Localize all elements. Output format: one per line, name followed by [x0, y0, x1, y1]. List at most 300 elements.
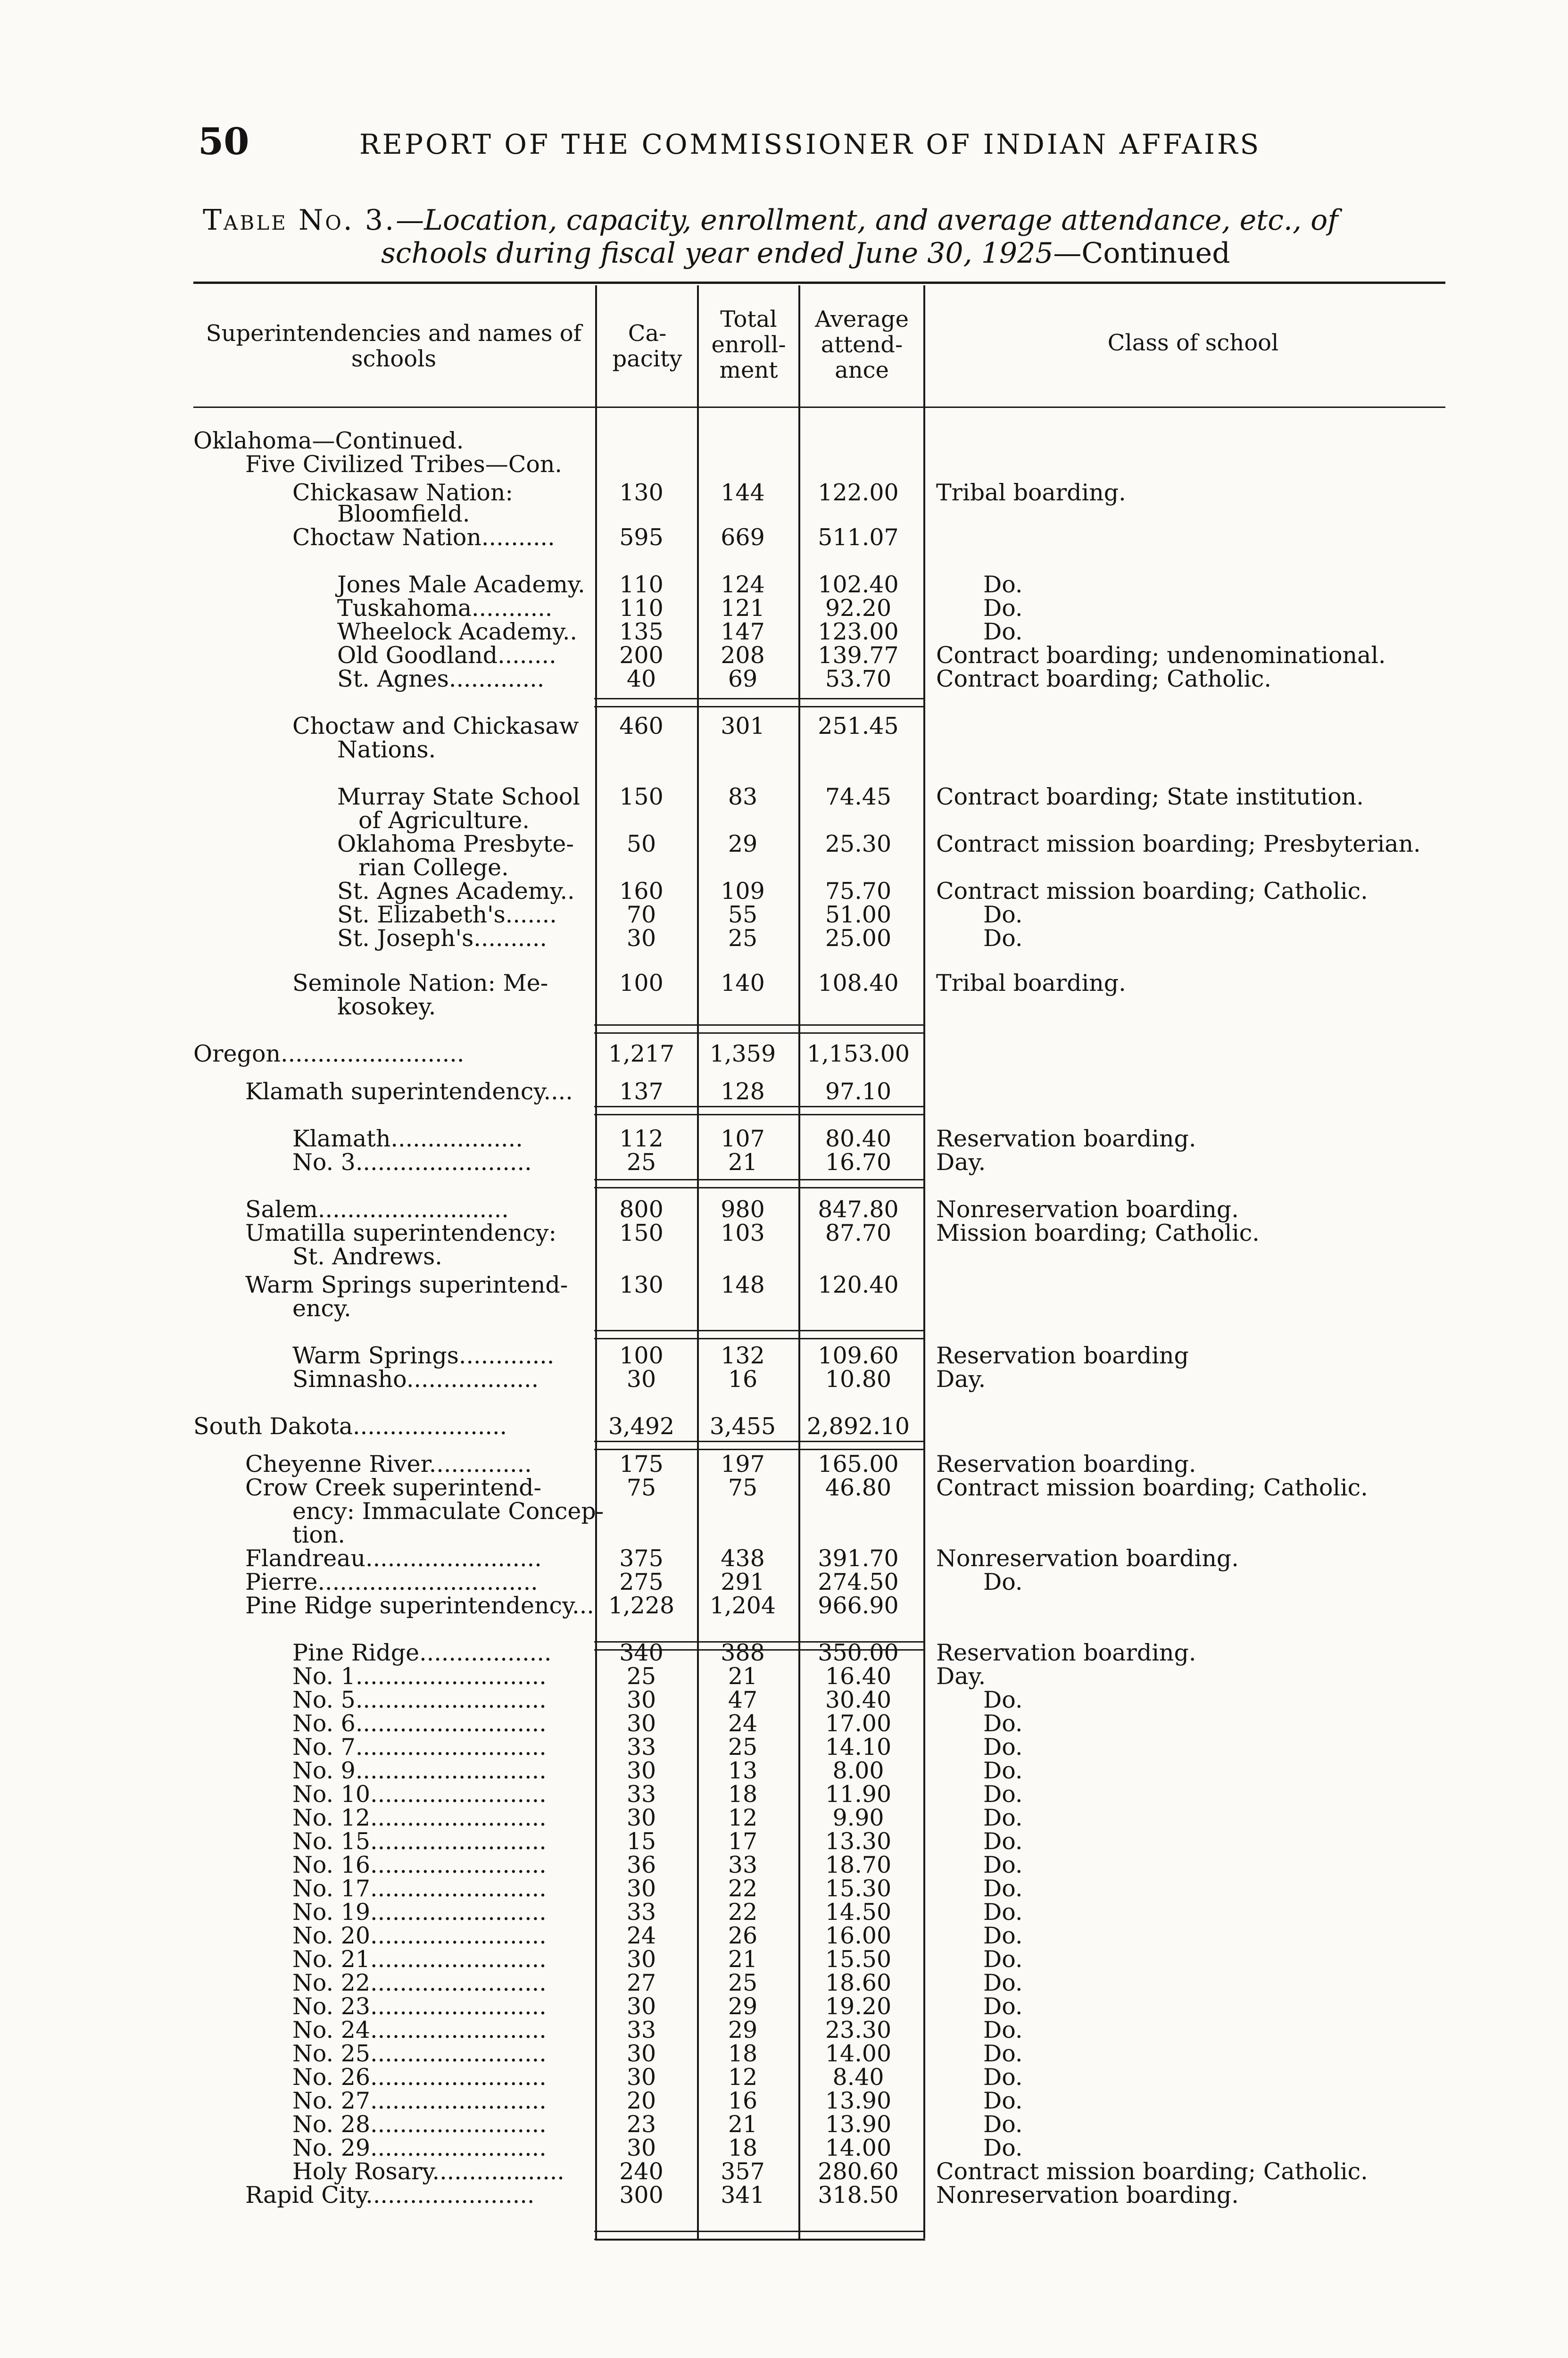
class-cell: Do. — [983, 1899, 1023, 1926]
class-cell: Do. — [983, 618, 1023, 645]
enrollment-cell: 16 — [728, 1366, 758, 1393]
school-name: No. 24........................ — [292, 2017, 547, 2043]
school-name: Pine Ridge.................. — [292, 1639, 552, 1666]
attendance-cell: 75.70 — [825, 878, 892, 905]
enrollment-cell: 83 — [728, 783, 758, 810]
attendance-cell: 23.30 — [825, 2017, 892, 2043]
attendance-cell: 14.00 — [825, 2040, 892, 2067]
table-row — [0, 502, 1568, 526]
attendance-cell: 108.40 — [818, 970, 899, 996]
table-caption-line-1 — [203, 204, 1448, 237]
page-number: 50 — [198, 120, 249, 163]
school-name: No. 6.......................... — [292, 1710, 547, 1737]
enrollment-cell: 357 — [721, 2158, 765, 2185]
school-name: Umatilla superintendency: — [245, 1220, 556, 1246]
capacity-cell: 150 — [619, 783, 664, 810]
enrollment-cell: 388 — [721, 1639, 765, 1666]
subtotal-double-rule — [594, 698, 924, 707]
enrollment-cell: 22 — [728, 1875, 758, 1902]
attendance-cell: 16.40 — [825, 1663, 892, 1690]
enrollment-cell: 208 — [721, 642, 765, 669]
capacity-cell: 130 — [619, 479, 664, 506]
enrollment-cell: 107 — [721, 1125, 765, 1152]
capacity-cell: 110 — [619, 571, 664, 598]
attendance-cell: 280.60 — [818, 2158, 899, 2185]
table-row — [0, 1594, 1568, 1618]
attendance-cell: 87.70 — [825, 1220, 892, 1246]
capacity-cell: 160 — [619, 878, 664, 905]
capacity-cell: 75 — [626, 1474, 656, 1501]
enrollment-cell: 26 — [728, 1922, 758, 1949]
class-cell: Contract mission boarding; Catholic. — [936, 1474, 1368, 1501]
capacity-cell: 1,217 — [608, 1040, 675, 1067]
class-cell: Day. — [936, 1366, 986, 1393]
school-name: No. 25........................ — [292, 2040, 547, 2067]
top-rule — [193, 282, 1445, 284]
table-row — [0, 573, 1568, 597]
table-row — [0, 620, 1568, 644]
capacity-cell: 30 — [626, 1710, 656, 1737]
attendance-cell: 350.00 — [818, 1639, 899, 1666]
table-row — [0, 1547, 1568, 1570]
table-row — [0, 2136, 1568, 2160]
table-row — [0, 1901, 1568, 1924]
attendance-cell: 14.00 — [825, 2134, 892, 2161]
class-cell: Do. — [983, 1781, 1023, 1808]
attendance-cell: 15.30 — [825, 1875, 892, 1902]
school-name: kosokey. — [337, 993, 436, 1020]
class-cell: Do. — [983, 1993, 1023, 2020]
header-enrollment: Total enroll- ment — [711, 306, 786, 383]
table-caption-lead: Table No. 3. — [203, 204, 396, 237]
attendance-cell: 9.90 — [832, 1804, 884, 1831]
capacity-cell: 1,228 — [608, 1592, 675, 1619]
class-cell: Do. — [983, 2087, 1023, 2114]
class-cell: Do. — [983, 2040, 1023, 2067]
school-name: Bloomfield. — [337, 500, 470, 527]
attendance-cell: 11.90 — [825, 1781, 892, 1808]
capacity-cell: 30 — [626, 1946, 656, 1973]
school-name: Oklahoma—Continued. — [193, 427, 464, 454]
header-attendance: Average attend- ance — [815, 306, 909, 383]
school-name: No. 7.......................... — [292, 1734, 547, 1760]
table-row — [0, 927, 1568, 950]
enrollment-cell: 21 — [728, 2111, 758, 2138]
table-row — [0, 880, 1568, 903]
table-row — [0, 1570, 1568, 1594]
attendance-cell: 391.70 — [818, 1545, 899, 1572]
capacity-cell: 30 — [626, 2134, 656, 2161]
header-capacity: Ca- pacity — [612, 320, 682, 372]
class-cell: Reservation boarding. — [936, 1639, 1196, 1666]
table-row — [0, 667, 1568, 691]
attendance-cell: 13.90 — [825, 2111, 892, 2138]
school-name: ency: Immaculate Concep- — [292, 1498, 604, 1525]
table-row — [0, 1712, 1568, 1735]
table-row — [0, 2089, 1568, 2113]
school-name: No. 27........................ — [292, 2087, 547, 2114]
school-name: Choctaw Nation.......... — [292, 524, 555, 551]
capacity-cell: 70 — [626, 901, 656, 928]
enrollment-cell: 17 — [728, 1828, 758, 1855]
attendance-cell: 74.45 — [825, 783, 892, 810]
attendance-cell: 51.00 — [825, 901, 892, 928]
header-rule — [193, 407, 1445, 408]
school-name: Chickasaw Nation: — [292, 479, 513, 506]
table-row — [0, 1523, 1568, 1547]
table-row — [0, 856, 1568, 880]
class-cell: Nonreservation boarding. — [936, 2182, 1239, 2209]
class-cell: Nonreservation boarding. — [936, 1196, 1239, 1223]
enrollment-cell: 69 — [728, 665, 758, 692]
capacity-cell: 112 — [619, 1125, 664, 1152]
attendance-cell: 274.50 — [818, 1569, 899, 1595]
table-row — [0, 1151, 1568, 1174]
capacity-cell: 23 — [626, 2111, 656, 2138]
table-row — [0, 2018, 1568, 2042]
table-caption-text-2: schools during fiscal year ended June 30, 1925 — [381, 237, 1054, 270]
class-cell: Do. — [983, 1969, 1023, 1996]
enrollment-cell: 21 — [728, 1149, 758, 1176]
enrollment-cell: 13 — [728, 1757, 758, 1784]
attendance-cell: 102.40 — [818, 571, 899, 598]
table-row — [0, 526, 1568, 549]
school-name: St. Andrews. — [292, 1243, 442, 1270]
school-name: Salem.......................... — [245, 1196, 509, 1223]
attendance-cell: 46.80 — [825, 1474, 892, 1501]
capacity-cell: 460 — [619, 713, 664, 739]
school-name: Pine Ridge superintendency... — [245, 1592, 594, 1619]
attendance-cell: 14.50 — [825, 1899, 892, 1926]
school-name: Five Civilized Tribes—Con. — [245, 451, 562, 478]
school-name: tion. — [292, 1521, 345, 1548]
enrollment-cell: 980 — [721, 1196, 765, 1223]
subtotal-double-rule — [594, 1441, 924, 1450]
enrollment-cell: 140 — [721, 970, 765, 996]
attendance-cell: 847.80 — [818, 1196, 899, 1223]
school-name: No. 10........................ — [292, 1781, 547, 1808]
attendance-cell: 92.20 — [825, 595, 892, 622]
class-cell: Day. — [936, 1149, 986, 1176]
class-cell: Reservation boarding — [936, 1342, 1189, 1369]
capacity-cell: 30 — [626, 1804, 656, 1831]
attendance-cell: 139.77 — [818, 642, 899, 669]
table-row — [0, 1198, 1568, 1221]
capacity-cell: 36 — [626, 1852, 656, 1878]
enrollment-cell: 25 — [728, 1969, 758, 1996]
attendance-cell: 318.50 — [818, 2182, 899, 2209]
capacity-cell: 375 — [619, 1545, 664, 1572]
enrollment-cell: 75 — [728, 1474, 758, 1501]
table-row — [0, 1500, 1568, 1523]
school-name: Murray State School — [337, 783, 581, 810]
subtotal-double-rule — [594, 1179, 924, 1188]
enrollment-cell: 109 — [721, 878, 765, 905]
capacity-cell: 150 — [619, 1220, 664, 1246]
subtotal-double-rule — [594, 1330, 924, 1339]
attendance-cell: 123.00 — [818, 618, 899, 645]
capacity-cell: 240 — [619, 2158, 664, 2185]
attendance-cell: 16.70 — [825, 1149, 892, 1176]
school-name: Warm Springs superintend- — [245, 1271, 568, 1298]
table-row — [0, 429, 1568, 453]
table-row — [0, 1665, 1568, 1688]
capacity-cell: 24 — [626, 1922, 656, 1949]
enrollment-cell: 12 — [728, 1804, 758, 1831]
class-cell: Do. — [983, 1734, 1023, 1760]
table-row — [0, 1830, 1568, 1853]
enrollment-cell: 128 — [721, 1078, 765, 1105]
enrollment-cell: 21 — [728, 1663, 758, 1690]
table-row — [0, 1948, 1568, 1971]
class-cell: Do. — [983, 2017, 1023, 2043]
enrollment-cell: 22 — [728, 1899, 758, 1926]
class-cell: Contract mission boarding; Presbyterian. — [936, 830, 1421, 857]
capacity-cell: 30 — [626, 1757, 656, 1784]
attendance-cell: 53.70 — [825, 665, 892, 692]
attendance-cell: 10.80 — [825, 1366, 892, 1393]
school-name: Simnasho.................. — [292, 1366, 539, 1393]
attendance-cell: 8.40 — [832, 2064, 884, 2091]
school-name: Nations. — [337, 736, 436, 763]
class-cell: Mission boarding; Catholic. — [936, 1220, 1260, 1246]
class-cell: Do. — [983, 1875, 1023, 1902]
attendance-cell: 1,153.00 — [806, 1040, 910, 1067]
table-row — [0, 971, 1568, 995]
attendance-cell: 122.00 — [818, 479, 899, 506]
school-name: No. 22........................ — [292, 1969, 547, 1996]
subtotal-double-rule — [594, 2231, 924, 2240]
capacity-cell: 340 — [619, 1639, 664, 1666]
class-cell: Do. — [983, 925, 1023, 952]
enrollment-cell: 144 — [721, 479, 765, 506]
enrollment-cell: 124 — [721, 571, 765, 598]
class-cell: Do. — [983, 1804, 1023, 1831]
school-name: Warm Springs............. — [292, 1342, 555, 1369]
school-name: Seminole Nation: Me- — [292, 970, 548, 996]
capacity-cell: 595 — [619, 524, 664, 551]
subtotal-double-rule — [594, 1106, 924, 1115]
school-name: No. 9.......................... — [292, 1757, 547, 1784]
table-row — [0, 738, 1568, 762]
table-row — [0, 809, 1568, 832]
school-name: Old Goodland........ — [337, 642, 556, 669]
enrollment-cell: 25 — [728, 925, 758, 952]
class-cell: Reservation boarding. — [936, 1451, 1196, 1478]
attendance-cell: 8.00 — [832, 1757, 884, 1784]
table-row — [0, 1344, 1568, 1368]
table-row — [0, 1042, 1568, 1066]
table-row — [0, 1783, 1568, 1806]
school-name: Flandreau........................ — [245, 1545, 542, 1572]
table-row — [0, 2113, 1568, 2136]
capacity-cell: 300 — [619, 2182, 664, 2209]
enrollment-cell: 291 — [721, 1569, 765, 1595]
class-cell: Do. — [983, 2111, 1023, 2138]
capacity-cell: 15 — [626, 1828, 656, 1855]
capacity-cell: 30 — [626, 1686, 656, 1713]
class-cell: Contract mission boarding; Catholic. — [936, 878, 1368, 905]
enrollment-cell: 16 — [728, 2087, 758, 2114]
table-row — [0, 2042, 1568, 2066]
table-row — [0, 714, 1568, 738]
class-cell: Contract boarding; Catholic. — [936, 665, 1271, 692]
school-name: No. 1.......................... — [292, 1663, 547, 1690]
capacity-cell: 33 — [626, 1781, 656, 1808]
attendance-cell: 17.00 — [825, 1710, 892, 1737]
capacity-cell: 130 — [619, 1271, 664, 1298]
table-row — [0, 903, 1568, 927]
class-cell: Do. — [983, 1757, 1023, 1784]
enrollment-cell: 29 — [728, 2017, 758, 2043]
attendance-cell: 165.00 — [818, 1451, 899, 1478]
school-name: St. Elizabeth's....... — [337, 901, 557, 928]
table-row — [0, 1273, 1568, 1297]
enrollment-cell: 18 — [728, 2040, 758, 2067]
enrollment-cell: 12 — [728, 2064, 758, 2091]
table-row — [0, 995, 1568, 1019]
table-row — [0, 2160, 1568, 2184]
capacity-cell: 3,492 — [608, 1413, 675, 1440]
school-name: ency. — [292, 1295, 351, 1322]
table-row — [0, 2184, 1568, 2207]
enrollment-cell: 29 — [728, 830, 758, 857]
class-cell: Do. — [983, 571, 1023, 598]
school-name: of Agriculture. — [358, 807, 530, 834]
table-row — [0, 1453, 1568, 1476]
enrollment-cell: 341 — [721, 2182, 765, 2209]
running-head: REPORT OF THE COMMISSIONER OF INDIAN AFFAIRS — [359, 128, 1261, 160]
table-row — [0, 1735, 1568, 1759]
enrollment-cell: 55 — [728, 901, 758, 928]
capacity-cell: 100 — [619, 1342, 664, 1369]
school-name: No. 29........................ — [292, 2134, 547, 2161]
attendance-cell: 13.30 — [825, 1828, 892, 1855]
enrollment-cell: 47 — [728, 1686, 758, 1713]
school-name: St. Agnes Academy.. — [337, 878, 575, 905]
capacity-cell: 33 — [626, 2017, 656, 2043]
table-row — [0, 644, 1568, 667]
attendance-cell: 15.50 — [825, 1946, 892, 1973]
school-name: rian College. — [358, 854, 509, 881]
school-name: No. 5.......................... — [292, 1686, 547, 1713]
school-name: Tuskahoma........... — [337, 595, 553, 622]
class-cell: Do. — [983, 901, 1023, 928]
school-name: No. 17........................ — [292, 1875, 547, 1902]
capacity-cell: 25 — [626, 1149, 656, 1176]
capacity-cell: 33 — [626, 1899, 656, 1926]
table-row — [0, 1759, 1568, 1783]
school-name: Pierre.............................. — [245, 1569, 538, 1595]
enrollment-cell: 25 — [728, 1734, 758, 1760]
school-name: Klamath superintendency.... — [245, 1078, 573, 1105]
capacity-cell: 30 — [626, 2064, 656, 2091]
capacity-cell: 25 — [626, 1663, 656, 1690]
table-caption-line-2 — [381, 237, 1568, 270]
school-name: No. 3........................ — [292, 1149, 532, 1176]
school-name: Holy Rosary.................. — [292, 2158, 564, 2185]
table-row — [0, 1368, 1568, 1391]
capacity-cell: 110 — [619, 595, 664, 622]
table-row — [0, 1297, 1568, 1320]
table-row — [0, 1080, 1568, 1104]
table-row — [0, 1476, 1568, 1500]
enrollment-cell: 3,455 — [709, 1413, 776, 1440]
table-row — [0, 832, 1568, 856]
enrollment-cell: 669 — [721, 524, 765, 551]
school-name: Jones Male Academy. — [337, 571, 585, 598]
table-row — [0, 1806, 1568, 1830]
table-row — [0, 1245, 1568, 1269]
enrollment-cell: 132 — [721, 1342, 765, 1369]
enrollment-cell: 21 — [728, 1946, 758, 1973]
enrollment-cell: 18 — [728, 1781, 758, 1808]
table-row — [0, 1415, 1568, 1438]
school-name: St. Joseph's.......... — [337, 925, 547, 952]
enrollment-cell: 301 — [721, 713, 765, 739]
attendance-cell: 251.45 — [818, 713, 899, 739]
attendance-cell: 2,892.10 — [806, 1413, 910, 1440]
capacity-cell: 30 — [626, 1993, 656, 2020]
table-row — [0, 1971, 1568, 1995]
attendance-cell: 109.60 — [818, 1342, 899, 1369]
school-name: No. 23........................ — [292, 1993, 547, 2020]
enrollment-cell: 1,359 — [709, 1040, 776, 1067]
attendance-cell: 966.90 — [818, 1592, 899, 1619]
enrollment-cell: 197 — [721, 1451, 765, 1478]
school-name: No. 20........................ — [292, 1922, 547, 1949]
school-name: No. 21........................ — [292, 1946, 547, 1973]
school-name: Crow Creek superintend- — [245, 1474, 542, 1501]
class-cell: Tribal boarding. — [936, 970, 1126, 996]
table-row — [0, 1924, 1568, 1948]
school-name: No. 16........................ — [292, 1852, 547, 1878]
enrollment-cell: 29 — [728, 1993, 758, 2020]
capacity-cell: 33 — [626, 1734, 656, 1760]
school-name: No. 19........................ — [292, 1899, 547, 1926]
capacity-cell: 30 — [626, 1366, 656, 1393]
table-caption-text-1: —Location, capacity, enrollment, and average attendance, etc., of — [396, 204, 1338, 237]
table-row — [0, 1995, 1568, 2018]
capacity-cell: 40 — [626, 665, 656, 692]
capacity-cell: 137 — [619, 1078, 664, 1105]
table-row — [0, 597, 1568, 620]
class-cell: Nonreservation boarding. — [936, 1545, 1239, 1572]
capacity-cell: 800 — [619, 1196, 664, 1223]
enrollment-cell: 147 — [721, 618, 765, 645]
capacity-cell: 50 — [626, 830, 656, 857]
school-name: Klamath.................. — [292, 1125, 523, 1152]
attendance-cell: 18.70 — [825, 1852, 892, 1878]
capacity-cell: 20 — [626, 2087, 656, 2114]
attendance-cell: 25.00 — [825, 925, 892, 952]
capacity-cell: 30 — [626, 1875, 656, 1902]
table-row — [0, 785, 1568, 809]
class-cell: Do. — [983, 2064, 1023, 2091]
capacity-cell: 27 — [626, 1969, 656, 1996]
header-class: Class of school — [1107, 330, 1279, 356]
enrollment-cell: 24 — [728, 1710, 758, 1737]
class-cell: Day. — [936, 1663, 986, 1690]
school-name: No. 15........................ — [292, 1828, 547, 1855]
table-row — [0, 481, 1568, 505]
enrollment-cell: 121 — [721, 595, 765, 622]
attendance-cell: 13.90 — [825, 2087, 892, 2114]
capacity-cell: 100 — [619, 970, 664, 996]
capacity-cell: 175 — [619, 1451, 664, 1478]
capacity-cell: 275 — [619, 1569, 664, 1595]
subtotal-double-rule — [594, 1024, 924, 1034]
